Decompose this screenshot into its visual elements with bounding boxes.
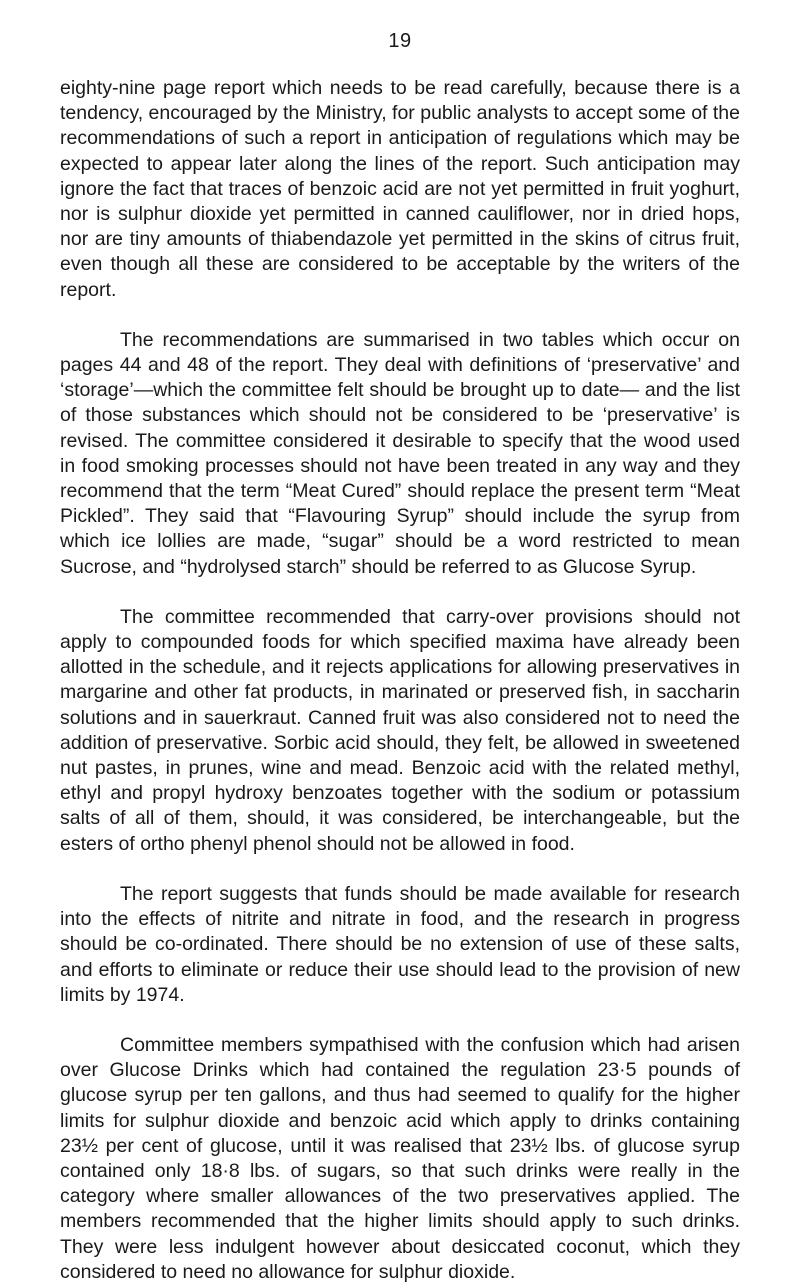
document-body: [60, 76, 740, 1285]
paragraph-carry-over: The committee recommended that carry-over provisions should not apply to compounded foods for which specified maxima have already been allotted in the schedule, and it rejects applications for allowing preservatives in margarine and other fat products, in marinated or preserved fish, in saccharin solutions and in sauerkraut. Canned fruit was also considered not to need the addition of preservative. Sorbic acid should, they felt, be allowed in sweetened nut pastes, in prunes, wine and mead. Benzoic acid with the related methyl, ethyl and propyl hydroxy benzoates together with the sodium or potassium salts of all of them, should, it was considered, be interchangeable, but the esters of ortho phenyl phenol should not be allowed in food.: [60, 605, 740, 855]
paragraph-recommendations: The recommendations are summarised in two tables which occur on pages 44 and 48 of the report. They deal with definitions of ‘preservative’ and ‘storage’—which the committee felt should be brought up to date— and the list of those substances which should not be considered to be ‘preservative’ is revised. The committee considered it desirable to specify that the wood used in food smoking processes should not have been treated in any way and they recommend that the term “Meat Cured” should replace the present term “Meat Pickled”. They said that “Flavouring Syrup” should include the syrup from which ice lollies are made, “sugar” should be a word restricted to mean Sucrose, and “hydrolysed starch” should be referred to as Glucose Syrup.: [60, 328, 740, 578]
paragraph-continuation: eighty-nine page report which needs to be read carefully, because there is a tendency, encouraged by the Ministry, for public analysts to accept some of the recommendations of such a report in anticipation of regulations which may be expected to appear later along the lines of the report. Such anticipation may ignore the fact that traces of benzoic acid are not yet permitted in fruit yoghurt, nor is sulphur dioxide yet permitted in canned cauliflower, nor in dried hops, nor are tiny amounts of thiabendazole yet permitted in the skins of citrus fruit, even though all these are considered to be acceptable by the writers of the report.: [60, 77, 740, 301]
paragraph-nitrite-research: The report suggests that funds should be made available for research into the effects of nitrite and nitrate in food, and the research in progress should be co-ordinated. There should be no extension of use of these salts, and efforts to eliminate or reduce their use should lead to the provision of new limits by 1974.: [60, 882, 740, 1006]
page-number: 19: [388, 30, 412, 52]
paragraph-glucose-drinks: Committee members sympathised with the confusion which had arisen over Glucose Drinks which had contained the regulation 23·5 pounds of glucose syrup per ten gallons, and thus had seemed to qualify for the higher limits for sulphur dioxide and benzoic acid which apply to drinks containing 23½ per cent of glucose, until it was realised that 23½ lbs. of glucose syrup contained only 18·8 lbs. of sugars, so that such drinks were really in the category where smaller allowances of the two preservatives applied. The members recommended that the higher limits should apply to such drinks. They were less indulgent however about desiccated coconut, which they considered to need no allowance for sulphur dioxide.: [60, 1033, 740, 1283]
